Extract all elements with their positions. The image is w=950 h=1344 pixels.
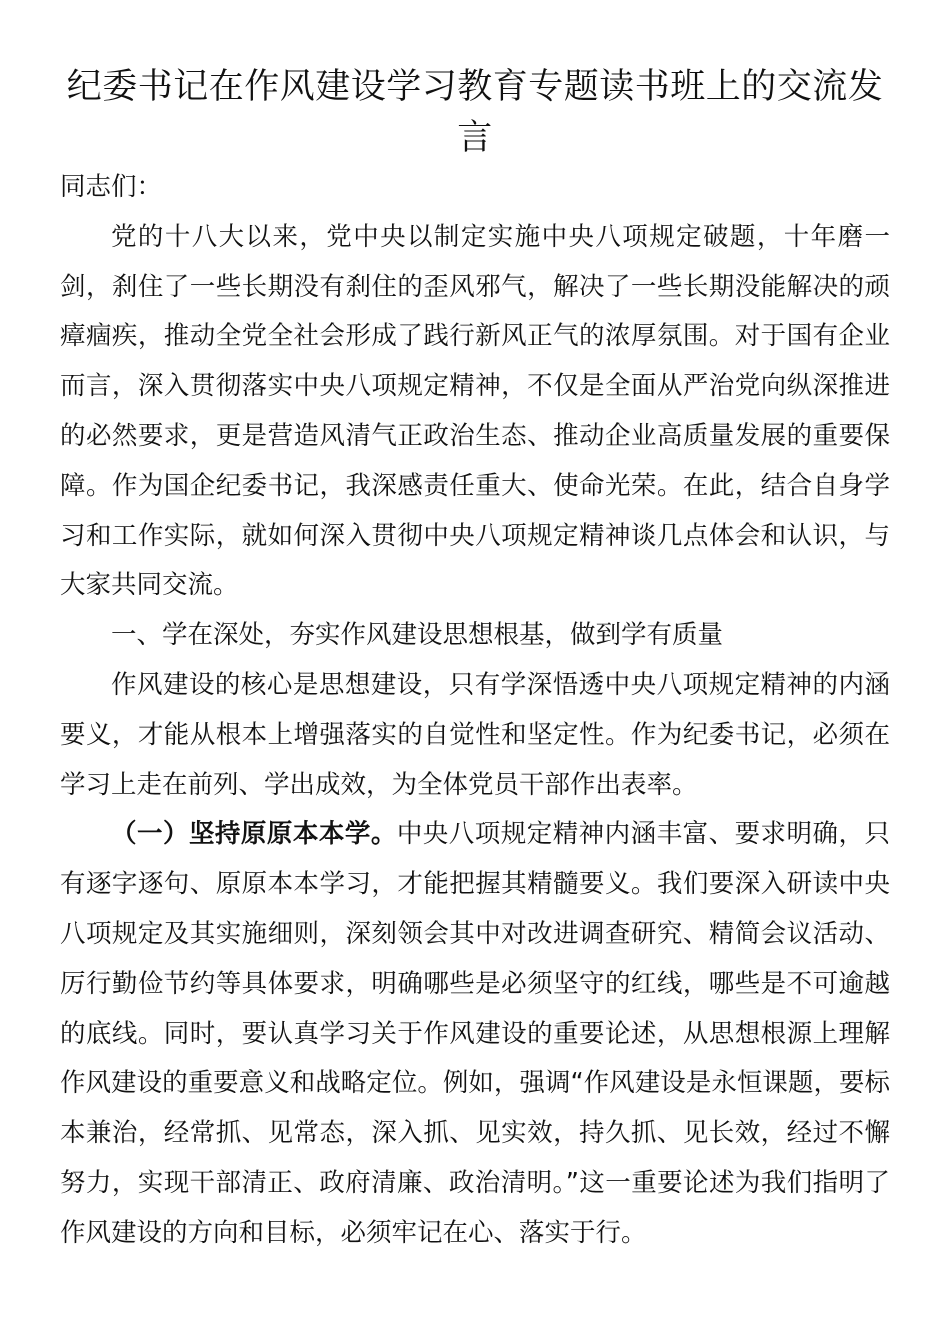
point-1-lead: （一）坚持原原本本学。: [111, 819, 397, 850]
paragraph-intro: 党的十八大以来，党中央以制定实施中央八项规定破题，十年磨一剑，刹住了一些长期没有刹住的歪风邪气，解决了一些长期没能解决的顽瘴痼疾，推动全党全社会形成了践行新风正气的浓厚氛围。对于国有企业而言，深入贯彻落实中央八项规定精神，不仅是全面从严治党向纵深推进的必然要求，更是营造风清气正政治生态、推动企业高质量发展的重要保障。作为国企纪委书记，我深感责任重大、使命光荣。在此，结合自身学习和工作实际，就如何深入贯彻中央八项规定精神谈几点体会和认识，与大家共同交流。: [60, 221, 890, 601]
section-body: 作风建设的核心是思想建设，只有学深悟透中央八项规定精神的内涵要义，才能从根本上增强落实的自觉性和坚定性。作为纪委书记，必须在学习上走在前列、学出成效，为全体党员干部作出表率。: [60, 669, 890, 800]
document-title: 纪委书记在作风建设学习教育专题读书班上的交流发言: [66, 67, 884, 158]
salutation: 同志们：: [60, 172, 163, 202]
paragraph-point-1: [60, 810, 890, 1258]
document-body: [60, 163, 890, 1259]
point-1-text: 中央八项规定精神内涵丰富、要求明确，只有逐字逐句、原原本本学习，才能把握其精髓要义。我们要深入研读中央八项规定及其实施细则，深刻领会其中对改进调查研究、精简会议活动、厉行勤俭节约等具体要求，明确哪些是必须坚守的红线，哪些是不可逾越的底线。同时，要认真学习关于作风建设的重要论述，从思想根源上理解作风建设的重要意义和战略定位。例如，强调“作风建设是永恒课题，要标本兼治，经常抓、见常态，深入抓、见实效，持久抓、见长效，经过不懈努力，实现干部清正、政府清廉、政治清明。”这一重要论述为我们指明了作风建设的方向和目标，必须牢记在心、落实于行。: [60, 819, 890, 1248]
section-heading: 一、学在深处，夯实作风建设思想根基，做到学有质量: [111, 620, 724, 651]
